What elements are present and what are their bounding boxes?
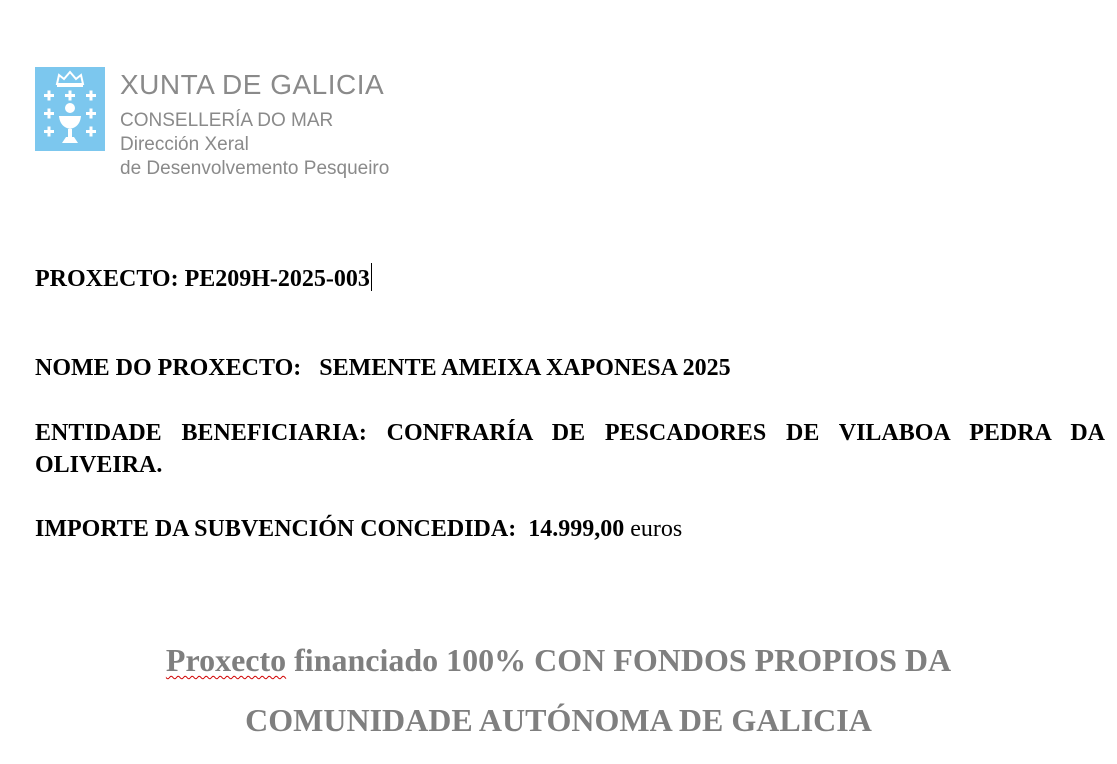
project-name-field <box>35 352 1105 384</box>
project-code-label: PROXECTO: <box>35 266 179 292</box>
funding-note-line-1 <box>0 642 1117 679</box>
text-cursor <box>371 263 372 291</box>
project-code-value: PE209H-2025-003 <box>184 266 370 292</box>
beneficiary-field <box>35 417 1105 481</box>
amount-value: 14.999,00 <box>528 516 625 542</box>
misspelled-word: Proxecto <box>165 642 287 678</box>
department-name: CONSELLERÍA DO MAR <box>120 110 334 131</box>
amount-label: IMPORTE DA SUBVENCIÓN CONCEDIDA: <box>35 516 517 542</box>
organization-title: XUNTA DE GALICIA <box>120 69 385 100</box>
amount-field <box>35 513 1105 545</box>
beneficiary-value: CONFRARÍA DE PESCADORES DE VILABOA PEDRA DA OLIVEIRA. <box>35 420 1106 478</box>
directorate-line-1: Dirección Xeral <box>120 134 249 155</box>
directorate-line-2: de Desenvolvemento Pesqueiro <box>120 158 390 179</box>
galicia-coat-of-arms-icon <box>35 67 105 151</box>
project-code-field <box>35 263 1105 295</box>
project-name-value: SEMENTE AMEIXA XAPONESA 2025 <box>319 355 731 381</box>
beneficiary-label: ENTIDADE BENEFICIARIA: <box>35 420 367 446</box>
funding-note-text: financiado 100% CON FONDOS PROPIOS DA <box>294 642 952 678</box>
funding-note-line-2: COMUNIDADE AUTÓNOMA DE GALICIA <box>245 702 872 738</box>
amount-unit: euros <box>630 516 683 542</box>
project-name-label: NOME DO PROXECTO: <box>35 355 302 381</box>
